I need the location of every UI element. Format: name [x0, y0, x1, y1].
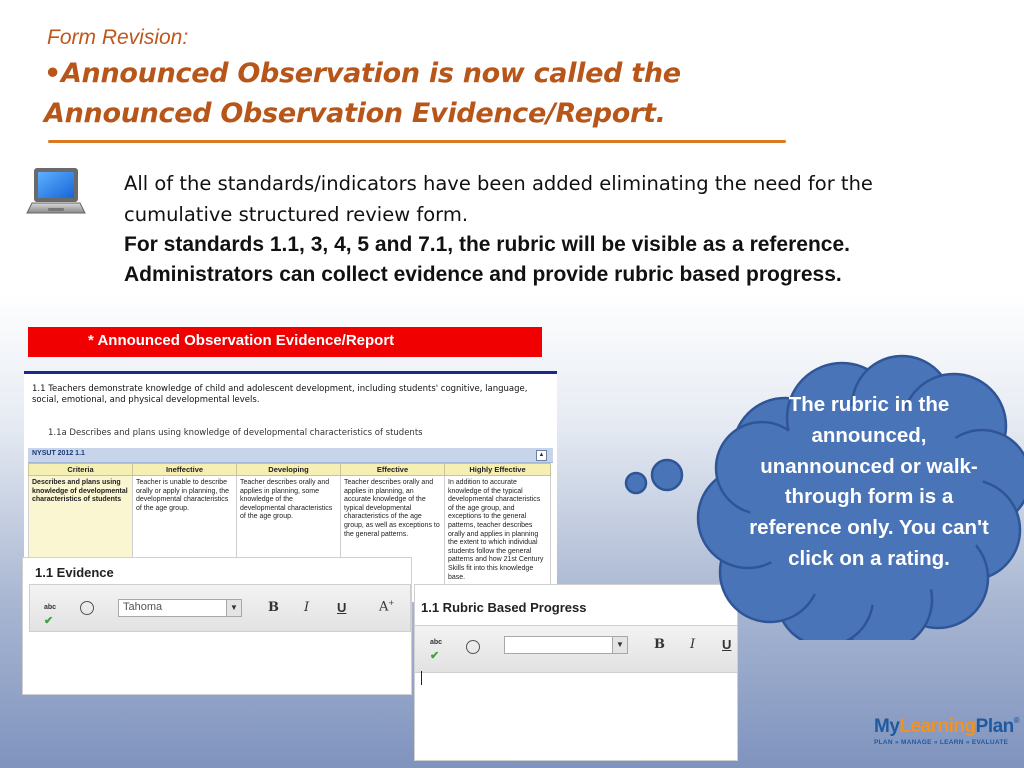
rubric-section-label: NYSUT 2012 1.1 [32, 450, 85, 457]
clock-icon[interactable] [80, 601, 94, 615]
spellcheck-icon[interactable]: abc ✔ [430, 639, 443, 662]
chevron-down-icon[interactable]: ▼ [612, 637, 627, 653]
rubric-rating-cell: Teacher describes orally and applies in planning, an accurate knowledge of the typical developmental characteristics of the age group, as well as exceptions to the general patterns. [341, 476, 445, 603]
laptop-icon [26, 166, 86, 218]
logo-wordmark: MyLearningPlan® [874, 716, 1020, 737]
font-family-select[interactable]: Tahoma ▼ [118, 599, 242, 617]
text-cursor [421, 671, 422, 685]
slide-subtitle: Form Revision: [47, 26, 189, 49]
mylearningplan-logo [874, 716, 1019, 746]
clock-icon[interactable] [466, 640, 480, 654]
rubric-header-cell: Highly Effective [445, 464, 551, 476]
form-title-banner-text: * Announced Observation Evidence/Report [88, 332, 395, 349]
evidence-toolbar [29, 584, 411, 632]
rubric-section-header [28, 448, 553, 463]
rubric-rating-cell: In addition to accurate knowledge of the typical developmental characteristics of the age group, and exceptions to the general patterns, teacher describes orally and applies in planning the extent to which individual students follow the general patterns and how 21st Century Skills fit into this knowledge base. [445, 476, 551, 603]
rubric-header-cell: Criteria [29, 464, 133, 476]
slide-title-line-1: •Announced Observation is now called the [44, 58, 681, 89]
italic-button[interactable]: I [304, 600, 310, 615]
font-size-button[interactable]: A+ [379, 599, 395, 615]
progress-title: 1.1 Rubric Based Progress [421, 600, 587, 615]
bold-button[interactable]: B [268, 600, 279, 615]
standard-description: 1.1 Teachers demonstrate knowledge of child and adolescent development, including students' cognitive, language, social, emotional, and physical developmental levels. [32, 384, 528, 405]
form-title-banner [28, 327, 542, 357]
rubric-rating-cell: Teacher is unable to describe orally or apply in planning, the developmental characteristics of the age group. [133, 476, 237, 603]
callout-text: The rubric in the announced, unannounced or walk-through form is a reference only. You can't click on a rating. [749, 393, 989, 570]
intro-text [124, 168, 964, 290]
font-family-select[interactable] [504, 636, 628, 654]
italic-button[interactable]: I [690, 637, 696, 652]
underline-button[interactable]: U [337, 600, 347, 615]
spellcheck-icon[interactable]: abc ✔ [44, 604, 57, 627]
intro-bold-text: For standards 1.1, 3, 4, 5 and 7.1, the rubric will be visible as a reference. Administrators can collect evidence and provide rubric based progress. [124, 233, 850, 286]
rubric-header-row [29, 464, 551, 476]
underline-button[interactable]: U [722, 637, 732, 652]
chevron-down-icon[interactable]: ▼ [226, 600, 241, 616]
rubric-rating-cell: Teacher describes orally and applies in planning, some knowledge of the developmental characteristics of the age group. [237, 476, 341, 603]
evidence-title: 1.1 Evidence [35, 565, 114, 580]
rubric-header-cell: Effective [341, 464, 445, 476]
bold-button[interactable]: B [654, 637, 665, 652]
collapse-icon[interactable]: ▲ [536, 450, 547, 461]
rubric-criteria-cell: Describes and plans using knowledge of developmental characteristics of students [29, 476, 133, 603]
rubric-header-cell: Ineffective [133, 464, 237, 476]
intro-normal-text: All of the standards/indicators have been added eliminating the need for the cumulative structured review form. [124, 172, 873, 226]
slide-title-line-2: Announced Observation Evidence/Report. [44, 98, 666, 129]
standard-indicator: 1.1a Describes and plans using knowledge of developmental characteristics of students [48, 428, 423, 438]
evidence-editor-panel [22, 557, 412, 695]
rubric-header-cell: Developing [237, 464, 341, 476]
logo-tagline: PLAN » MANAGE » LEARN » EVALUATE [874, 739, 1009, 746]
title-underline [48, 140, 786, 143]
